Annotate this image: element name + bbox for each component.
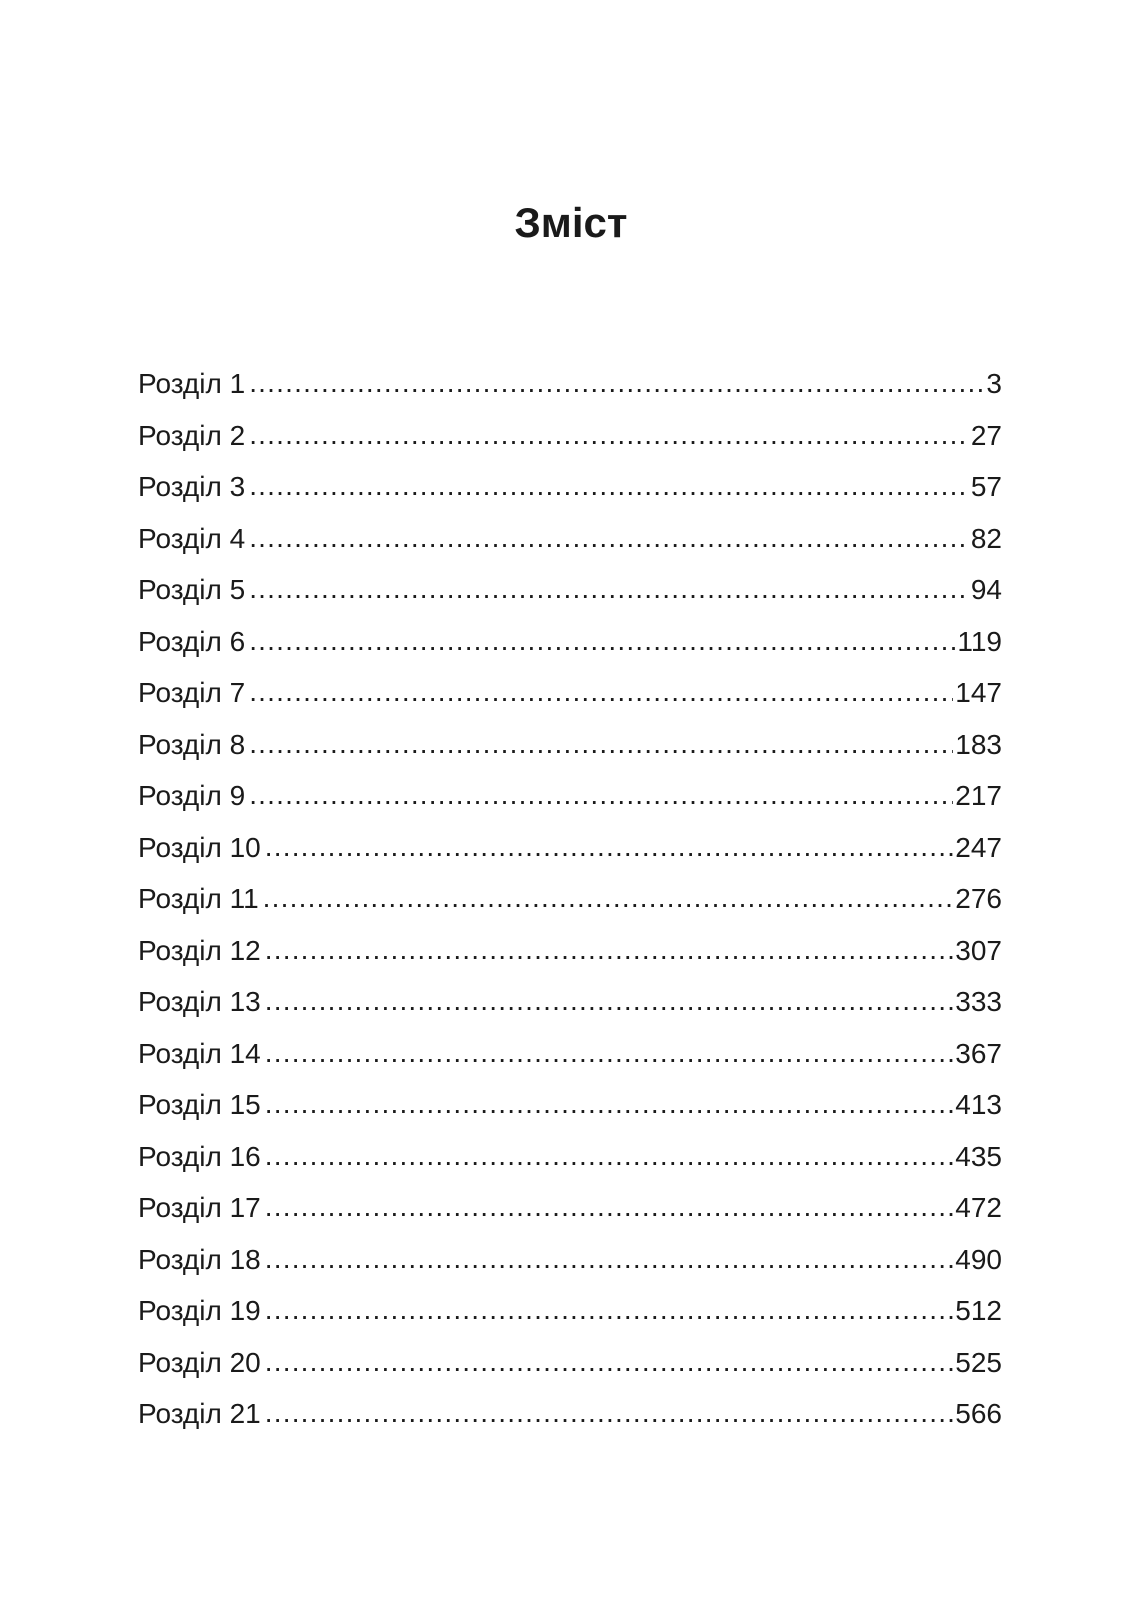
table-of-contents xyxy=(138,358,1002,1440)
page-title: Зміст xyxy=(514,199,628,246)
toc-entry xyxy=(138,925,1002,977)
toc-entry-label: Розділ 1 xyxy=(138,368,246,399)
toc-entry-label: Розділ 6 xyxy=(138,625,246,657)
toc-entry xyxy=(138,873,1002,925)
toc-entry-label: Розділ 11 xyxy=(138,883,259,914)
dot-leader xyxy=(263,873,954,924)
toc-entry-label: Розділ 7 xyxy=(138,677,246,708)
toc-entry xyxy=(138,1234,1002,1286)
toc-entry xyxy=(138,616,1002,668)
toc-entry-page: 525 xyxy=(955,1346,1002,1378)
toc-entry-label: Розділ 8 xyxy=(138,728,246,760)
dot-leader xyxy=(265,1131,954,1182)
toc-entry xyxy=(138,564,1002,616)
toc-entry-label: Розділ 13 xyxy=(138,986,261,1017)
toc-entry xyxy=(138,1285,1002,1337)
toc-entry-page: 307 xyxy=(955,934,1002,966)
dot-leader xyxy=(265,925,954,976)
toc-entry-page: 435 xyxy=(955,1140,1002,1172)
toc-entry xyxy=(138,461,1002,513)
dot-leader xyxy=(265,1285,954,1336)
toc-entry xyxy=(138,1337,1002,1389)
dot-leader xyxy=(249,616,955,667)
toc-entry-page: 94 xyxy=(970,574,1002,605)
toc-entry-label: Розділ 21 xyxy=(138,1398,261,1429)
toc-entry-page: 566 xyxy=(955,1398,1002,1429)
toc-entry-label: Розділ 3 xyxy=(138,471,246,502)
toc-entry xyxy=(138,719,1002,771)
toc-entry-label: Розділ 5 xyxy=(138,574,246,605)
dot-leader xyxy=(265,1388,954,1439)
toc-entry-page: 82 xyxy=(970,522,1002,554)
toc-entry-page: 147 xyxy=(955,677,1002,708)
dot-leader xyxy=(265,976,954,1027)
toc-entry-page: 119 xyxy=(957,625,1002,657)
toc-entry-page: 27 xyxy=(970,419,1002,451)
toc-entry-label: Розділ 9 xyxy=(138,780,246,811)
dot-leader xyxy=(265,822,954,873)
toc-entry-label: Розділ 2 xyxy=(138,419,246,451)
dot-leader xyxy=(249,513,969,564)
toc-entry xyxy=(138,1182,1002,1234)
toc-entry-page: 490 xyxy=(955,1243,1002,1275)
toc-entry-page: 217 xyxy=(955,780,1002,811)
toc-entry-page: 276 xyxy=(955,883,1002,914)
toc-entry-page: 3 xyxy=(986,368,1002,399)
toc-entry xyxy=(138,770,1002,822)
toc-entry-label: Розділ 18 xyxy=(138,1243,261,1275)
dot-leader xyxy=(249,770,953,821)
toc-entry-label: Розділ 19 xyxy=(138,1295,261,1326)
toc-entry-label: Розділ 14 xyxy=(138,1037,261,1069)
dot-leader xyxy=(249,358,984,409)
toc-entry-label: Розділ 15 xyxy=(138,1089,261,1120)
toc-entry xyxy=(138,358,1002,410)
dot-leader xyxy=(249,461,969,512)
dot-leader xyxy=(249,667,953,718)
toc-entry xyxy=(138,1079,1002,1131)
toc-entry xyxy=(138,410,1002,462)
toc-entry xyxy=(138,1388,1002,1440)
dot-leader xyxy=(249,564,969,615)
toc-entry-page: 413 xyxy=(955,1089,1002,1120)
dot-leader xyxy=(265,1182,954,1233)
toc-entry-label: Розділ 20 xyxy=(138,1346,261,1378)
toc-entry-label: Розділ 16 xyxy=(138,1140,261,1172)
toc-entry-page: 472 xyxy=(955,1192,1002,1223)
toc-entry-page: 247 xyxy=(955,831,1002,863)
toc-entry xyxy=(138,1131,1002,1183)
dot-leader xyxy=(265,1337,954,1388)
dot-leader xyxy=(249,410,969,461)
toc-entry-page: 367 xyxy=(955,1037,1002,1069)
toc-entry xyxy=(138,513,1002,565)
toc-entry xyxy=(138,667,1002,719)
toc-entry-label: Розділ 10 xyxy=(138,831,261,863)
toc-entry xyxy=(138,822,1002,874)
toc-entry-page: 512 xyxy=(955,1295,1002,1326)
dot-leader xyxy=(265,1234,954,1285)
dot-leader xyxy=(265,1028,954,1079)
toc-entry-page: 183 xyxy=(955,728,1002,760)
toc-entry-page: 57 xyxy=(970,471,1002,502)
toc-entry-label: Розділ 17 xyxy=(138,1192,261,1223)
toc-entry-page: 333 xyxy=(955,986,1002,1017)
dot-leader xyxy=(265,1079,954,1130)
toc-entry xyxy=(138,976,1002,1028)
dot-leader xyxy=(249,719,953,770)
toc-entry-label: Розділ 12 xyxy=(138,934,261,966)
toc-entry xyxy=(138,1028,1002,1080)
toc-entry-label: Розділ 4 xyxy=(138,522,246,554)
